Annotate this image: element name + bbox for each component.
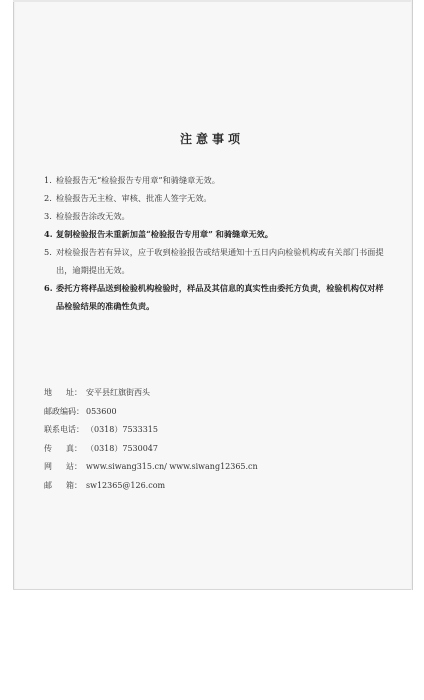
postcode-label: 邮政编码： — [44, 406, 84, 416]
note-item-3 — [44, 207, 384, 225]
website-row — [44, 458, 384, 477]
note-text: 复制检验报告未重新加盖“检验报告专用章” 和骑缝章无效。 — [56, 229, 273, 239]
note-number: 6. — [44, 283, 53, 293]
note-number: 5. — [44, 247, 52, 257]
postcode-value: 053600 — [86, 406, 117, 416]
email-value[interactable]: sw12365@126.com — [86, 480, 166, 490]
address-value: 安平县红旗街西头 — [86, 388, 150, 397]
contact-info — [44, 384, 384, 496]
address-row — [44, 384, 384, 403]
address-label: 地 址： — [44, 388, 82, 397]
website-label: 网 站： — [44, 462, 82, 472]
page-top-edge — [13, 0, 411, 2]
note-text: 委托方将样品送到检验机构检验时，样品及其信息的真实性由委托方负责，检验机构仅对样品检验结果的准确性负责。 — [56, 283, 384, 311]
fax-row — [44, 440, 384, 459]
email-row — [44, 477, 384, 496]
page-bottom-edge — [13, 589, 411, 590]
note-item-2 — [44, 189, 384, 207]
fax-value: （0318）7530047 — [86, 443, 158, 453]
page-title: 注意事项 — [179, 132, 244, 146]
note-item-1 — [44, 171, 384, 189]
notes-list — [44, 171, 384, 315]
fax-label: 传 真： — [44, 443, 82, 453]
note-text: 对检验报告若有异议，应于收到检验报告或结果通知十五日内向检验机构或有关部门书面提出，逾期提出无效。 — [56, 247, 384, 275]
phone-label: 联系电话： — [44, 425, 84, 435]
note-text: 检验报告无主检、审核、批准人签字无效。 — [56, 193, 212, 203]
note-number: 1. — [44, 175, 52, 185]
note-text: 检验报告涂改无效。 — [56, 211, 130, 221]
note-item-5 — [44, 243, 384, 279]
email-label: 邮 箱： — [44, 480, 82, 490]
note-number: 3. — [44, 211, 52, 221]
note-number: 2. — [44, 193, 52, 203]
note-item-4 — [44, 225, 384, 243]
note-text: 检验报告无“检验报告专用章”和骑缝章无效。 — [56, 175, 220, 185]
phone-row — [44, 421, 384, 440]
note-number: 4. — [44, 229, 53, 239]
phone-value: （0318）7533315 — [86, 425, 158, 435]
website-value[interactable]: www.siwang315.cn/ www.siwang12365.cn — [86, 462, 258, 472]
postcode-row — [44, 403, 384, 422]
note-item-6 — [44, 279, 384, 315]
